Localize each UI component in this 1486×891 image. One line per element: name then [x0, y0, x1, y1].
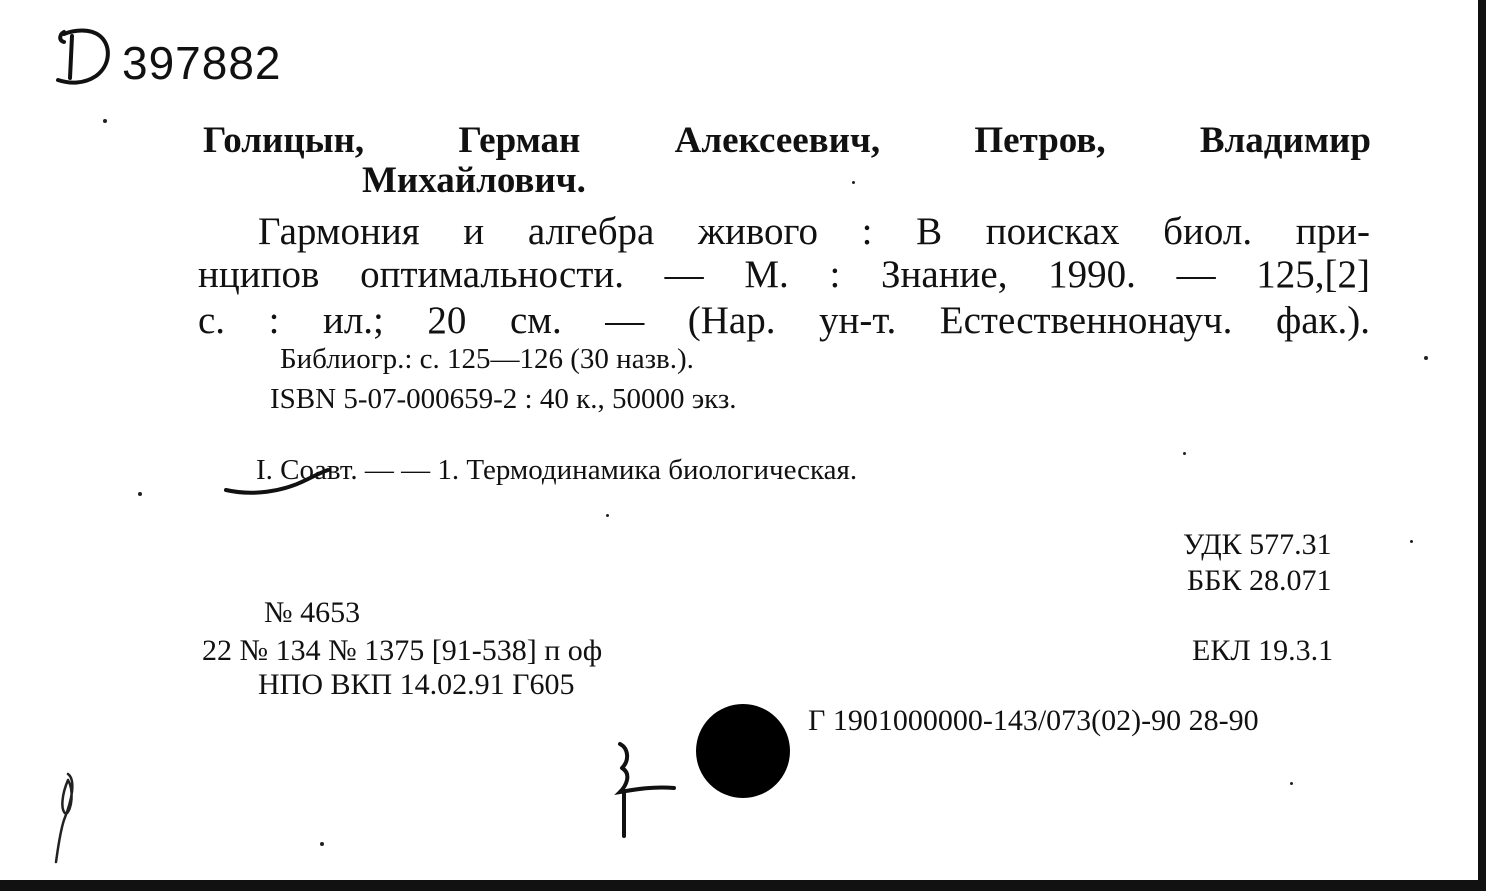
author-heading: [203, 122, 1371, 159]
desc-word: и: [463, 210, 485, 253]
desc-word: В: [916, 210, 943, 253]
speck: [138, 492, 142, 496]
description-line-2: [198, 255, 1370, 294]
ekl-code: ЕКЛ 19.3.1: [1192, 634, 1334, 667]
desc-word: ил.;: [322, 299, 384, 342]
g-code: Г 1901000000-143/073(02)-90 28-90: [808, 704, 1259, 737]
bibliography-note: Библиогр.: с. 125—126 (30 назв.).: [280, 343, 694, 375]
desc-word: нципов: [198, 253, 320, 296]
speck: [1424, 356, 1428, 360]
desc-word: :: [861, 210, 873, 253]
speck: [1410, 540, 1413, 543]
desc-word: Естественнонауч.: [939, 299, 1233, 342]
isbn-note: ISBN 5-07-000659-2 : 40 к., 50000 экз.: [270, 383, 737, 415]
speck: [852, 181, 855, 184]
author-word: Алексеевич,: [674, 120, 881, 161]
speck: [103, 119, 107, 123]
desc-word: алгебра: [527, 210, 655, 253]
author-word: Владимир: [1199, 120, 1371, 161]
punch-hole-dot: [696, 704, 790, 798]
author-heading-continuation: Михайлович.: [362, 160, 586, 201]
desc-word: М.: [744, 253, 789, 296]
handwritten-underline: [222, 462, 332, 498]
handwritten-d-mark: [50, 22, 120, 92]
desc-word: Гармония: [258, 210, 420, 253]
speck: [320, 842, 324, 846]
speck: [1183, 452, 1186, 455]
author-word: Голицын,: [203, 120, 365, 161]
desc-word: —: [605, 299, 645, 342]
description-line-1: [258, 212, 1370, 251]
author-word: Герман: [458, 120, 581, 161]
tracing-line: I. Соавт. — — 1. Термодинамика биологическая.: [256, 454, 858, 486]
udk-code: УДК 577.31: [1183, 528, 1332, 561]
speck: [606, 514, 609, 517]
author-word: Петров,: [974, 120, 1106, 161]
call-number: 397882: [122, 37, 282, 89]
desc-word: 1990.: [1048, 253, 1136, 296]
bbk-code: ББК 28.071: [1187, 564, 1332, 597]
desc-word: :: [268, 299, 280, 342]
description-line-3: [198, 301, 1370, 340]
desc-word: при-: [1295, 210, 1370, 253]
desc-word: Знание,: [880, 253, 1008, 296]
handwritten-pencil-mark: [46, 770, 86, 865]
desc-word: живого: [698, 210, 819, 253]
desc-word: (Нар.: [687, 299, 776, 342]
desc-word: см.: [509, 299, 562, 342]
npo-line: НПО ВКП 14.02.91 Г605: [258, 668, 575, 701]
order-numbers: 22 № 134 № 1375 [91-538] п оф: [202, 634, 603, 667]
desc-word: —: [1176, 253, 1216, 296]
desc-word: оптимальности.: [360, 253, 624, 296]
desc-word: —: [664, 253, 704, 296]
desc-word: ун-т.: [819, 299, 897, 342]
desc-word: :: [829, 253, 841, 296]
desc-word: фак.).: [1275, 299, 1370, 342]
handwritten-mark: [612, 740, 684, 840]
desc-word: 125,[2]: [1256, 253, 1370, 296]
speck: [1290, 782, 1293, 785]
desc-word: 20: [427, 299, 467, 342]
desc-word: поисках: [985, 210, 1120, 253]
desc-word: биол.: [1163, 210, 1253, 253]
registration-number: № 4653: [264, 596, 361, 629]
desc-word: с.: [198, 299, 226, 342]
